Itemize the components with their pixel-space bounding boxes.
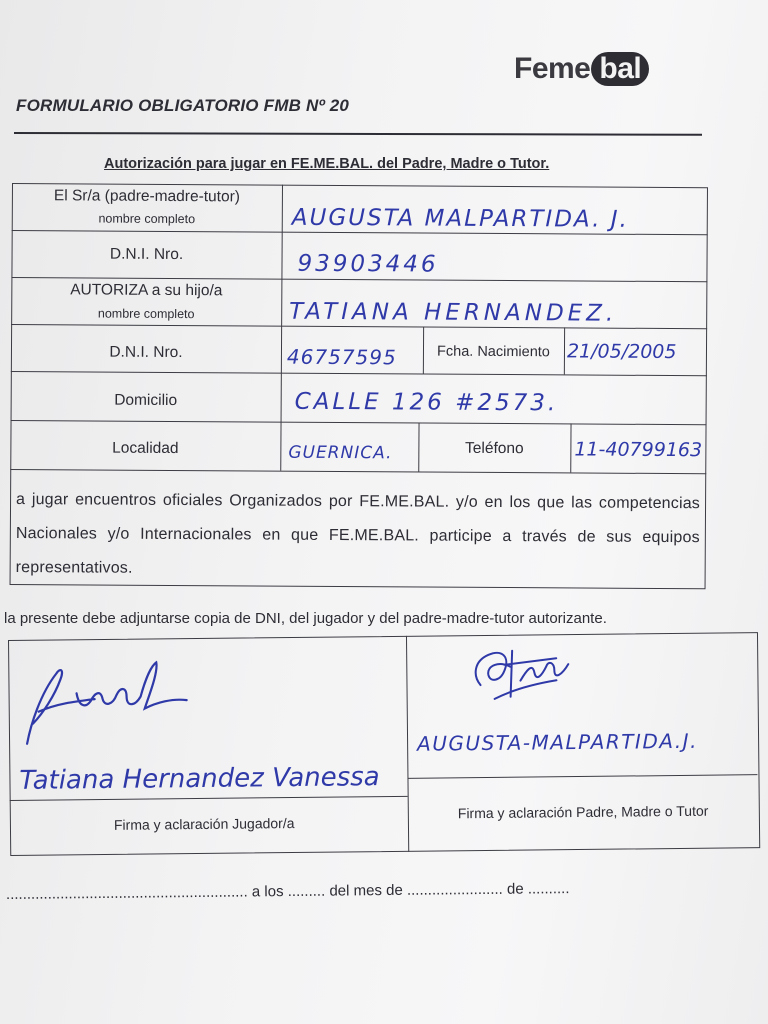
phone-value[interactable]: 11-40799163	[574, 438, 703, 462]
locality-value[interactable]: GUERNICA.	[288, 442, 393, 464]
guardian-dni-value[interactable]: 93903446	[297, 250, 439, 278]
guardian-signature-icon	[460, 640, 581, 711]
child-sublabel: nombre completo	[97, 306, 195, 322]
child-name-value[interactable]: TATIANA HERNANDEZ.	[289, 298, 618, 327]
signature-table	[8, 632, 762, 858]
authorization-paragraph: a jugar encuentros oficiales Organizados por FE.ME.BAL. y/o en los que las competencias Nacionales y/o Internacionales en que FE.ME.BAL. participe a través de sus equipos representativos.	[15, 491, 701, 577]
player-signature-label: Firma y aclaración Jugador/a	[113, 815, 295, 833]
form-subtitle: Autorización para jugar en FE.ME.BAL. del Padre, Madre o Tutor.	[104, 156, 550, 172]
federation-logo	[514, 52, 649, 86]
title-divider	[14, 132, 702, 136]
guardian-signature-label: Firma y aclaración Padre, Madre o Tutor	[457, 802, 709, 822]
guardian-name-signature-value[interactable]: AUGUSTA-MALPARTIDA.J.	[416, 728, 699, 756]
logo-text: Feme	[514, 52, 591, 85]
authorization-table	[10, 183, 708, 589]
attachment-note: la presente debe adjuntarse copia de DNI, del jugador y del padre-madre-tutor autorizante.	[4, 610, 607, 627]
child-dni-label: D.N.I. Nro.	[109, 343, 183, 362]
address-value[interactable]: CALLE 126 #2573.	[294, 388, 559, 417]
player-name-value[interactable]: Tatiana Hernandez Vanessa	[19, 762, 380, 796]
guardian-dni-label: D.N.I. Nro.	[109, 245, 184, 264]
birth-date-value[interactable]: 21/05/2005	[566, 340, 677, 364]
child-dni-value[interactable]: 46757595	[286, 344, 397, 370]
date-line[interactable]: .......................................................... a los ......... del mes de ....................... de ..........	[5, 880, 570, 903]
guardian-sublabel: nombre completo	[98, 211, 196, 227]
player-signature-icon	[16, 652, 197, 754]
locality-label: Localidad	[112, 439, 179, 458]
logo-pill: bal	[591, 52, 649, 86]
birth-date-label: Fcha. Nacimiento	[437, 343, 550, 361]
address-label: Domicilio	[114, 391, 178, 410]
child-label: AUTORIZA a su hijo/a	[70, 281, 223, 300]
phone-label: Teléfono	[465, 439, 524, 458]
guardian-label: El Sr/a (padre-madre-tutor)	[53, 187, 241, 206]
form-title: FORMULARIO OBLIGATORIO FMB Nº 20	[16, 96, 350, 115]
guardian-name-value[interactable]: AUGUSTA MALPARTIDA. J.	[291, 204, 629, 233]
